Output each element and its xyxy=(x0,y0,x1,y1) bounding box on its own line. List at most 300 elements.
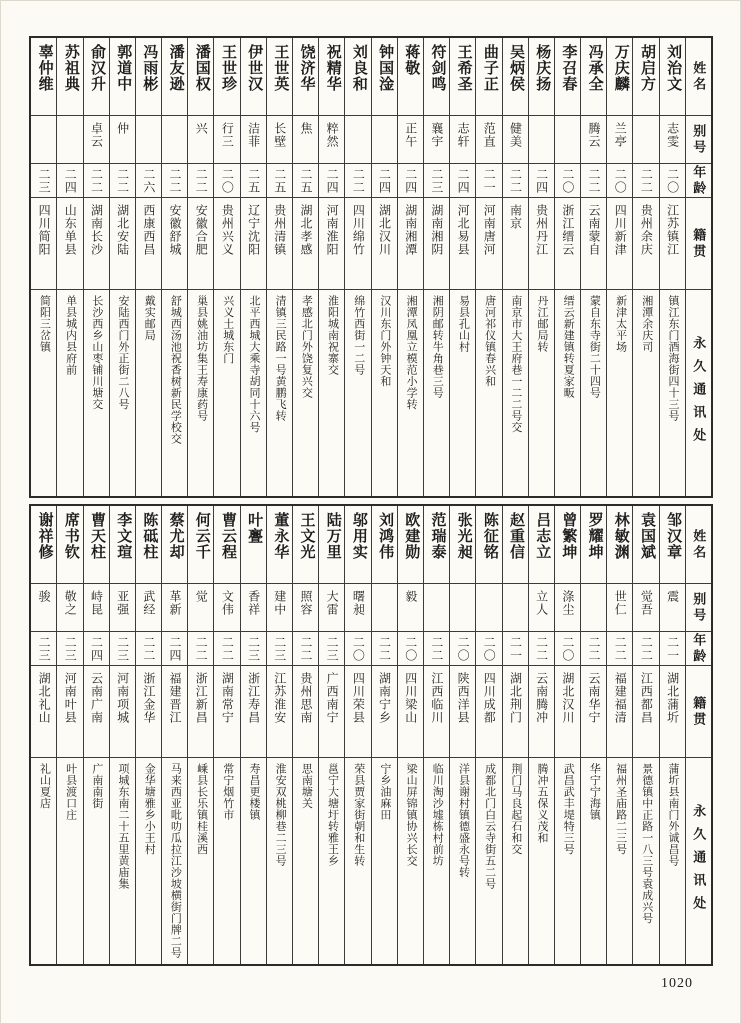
person-address: 清镇三民路一号黄鹏飞转 xyxy=(274,295,287,422)
person-address: 蒙自东寺街二十四号 xyxy=(588,295,601,399)
person-address: 北平西城大乘寺胡同十六号 xyxy=(247,295,260,433)
person-age: 二一 xyxy=(660,632,685,666)
person-name: 蒋敬 xyxy=(398,38,423,116)
person-age: 二三 xyxy=(241,632,266,666)
person-byname: 腾云 xyxy=(581,116,606,164)
person-age: 二二 xyxy=(581,632,606,666)
person-name: 李文瑄 xyxy=(110,506,135,584)
person-native-place: 陕西洋县 xyxy=(450,666,475,758)
person-column xyxy=(56,38,82,496)
person-address: 易县孔山村 xyxy=(457,295,470,353)
person-column xyxy=(292,506,318,964)
person-native-place: 湖南宁乡 xyxy=(372,666,397,758)
person-byname xyxy=(555,116,580,164)
person-native-place: 安徽合肥 xyxy=(188,198,213,290)
person-name: 祝精华 xyxy=(319,38,344,116)
person-byname xyxy=(31,116,56,164)
person-address: 景德镇中正路一八三号袁成兴号 xyxy=(640,763,653,924)
person-address: 洋县谢村镇德盛永号转 xyxy=(457,763,470,878)
person-native-place: 江西临川 xyxy=(424,666,449,758)
person-address: 淮阳城南祝寨交 xyxy=(326,295,339,376)
person-native-place: 河南淮阳 xyxy=(319,198,344,290)
person-name: 陈征铭 xyxy=(476,506,501,584)
person-age: 二二 xyxy=(633,164,658,198)
person-native-place: 湖南湘阴 xyxy=(424,198,449,290)
person-age: 二四 xyxy=(529,164,554,198)
person-native-place: 湖北安陆 xyxy=(110,198,135,290)
person-byname xyxy=(136,116,161,164)
person-age: 二〇 xyxy=(398,632,423,666)
person-native-place: 湖南长沙 xyxy=(84,198,109,290)
person-address: 武昌武丰堤特三号 xyxy=(562,763,575,855)
person-name: 李召春 xyxy=(555,38,580,116)
person-name: 张光昶 xyxy=(450,506,475,584)
person-name: 吕志立 xyxy=(529,506,554,584)
person-byname: 骏 xyxy=(31,584,56,632)
person-address: 华宁宁海镇 xyxy=(588,763,601,821)
person-name: 伊世汉 xyxy=(241,38,266,116)
person-name: 范瑞泰 xyxy=(424,506,449,584)
person-byname: 震 xyxy=(660,584,685,632)
person-byname: 卓云 xyxy=(84,116,109,164)
person-name: 胡启方 xyxy=(633,38,658,116)
header-column xyxy=(685,506,711,964)
person-native-place: 广西南宁 xyxy=(319,666,344,758)
person-name: 何云千 xyxy=(188,506,213,584)
person-name: 陈砥柱 xyxy=(136,506,161,584)
person-name: 饶济华 xyxy=(293,38,318,116)
person-native-place: 西康西昌 xyxy=(136,198,161,290)
person-byname xyxy=(529,116,554,164)
person-column xyxy=(397,506,423,964)
person-address: 金华塘雅乡小王村 xyxy=(143,763,156,855)
person-byname: 粹然 xyxy=(319,116,344,164)
header-native-place-label: 籍贯 xyxy=(686,198,711,290)
person-column xyxy=(371,506,397,964)
person-column xyxy=(449,38,475,496)
person-address: 蒲圻县南门外诚昌号 xyxy=(666,763,679,867)
person-column xyxy=(213,38,239,496)
person-address: 兴义土城东门 xyxy=(221,295,234,364)
person-name: 刘良和 xyxy=(345,38,370,116)
person-name: 刘治文 xyxy=(660,38,685,116)
person-age: 二四 xyxy=(84,632,109,666)
person-native-place: 浙江金华 xyxy=(136,666,161,758)
person-byname xyxy=(372,584,397,632)
person-native-place: 贵州余庆 xyxy=(633,198,658,290)
person-byname: 志轩 xyxy=(450,116,475,164)
person-native-place: 河北易县 xyxy=(450,198,475,290)
person-native-place: 贵州思南 xyxy=(293,666,318,758)
person-name: 蔡尤却 xyxy=(162,506,187,584)
header-column xyxy=(685,38,711,496)
person-name: 王世珍 xyxy=(214,38,239,116)
person-address: 临川淘沙墟栋村前坊 xyxy=(431,763,444,867)
person-byname xyxy=(162,116,187,164)
person-age: 二三 xyxy=(57,632,82,666)
person-age: 二四 xyxy=(162,632,187,666)
person-column xyxy=(318,506,344,964)
person-column xyxy=(606,38,632,496)
person-native-place: 云南广南 xyxy=(84,666,109,758)
person-name: 俞汉升 xyxy=(84,38,109,116)
person-name: 邹汉章 xyxy=(660,506,685,584)
header-name-label: 姓名 xyxy=(686,506,711,584)
person-column xyxy=(659,506,685,964)
person-name: 钟国淦 xyxy=(372,38,397,116)
person-age: 二〇 xyxy=(476,632,501,666)
person-byname: 涤尘 xyxy=(555,584,580,632)
person-column xyxy=(423,506,449,964)
person-name: 叶亹 xyxy=(241,506,266,584)
person-native-place: 四川梁山 xyxy=(398,666,423,758)
person-name: 吴炳侯 xyxy=(503,38,528,116)
person-native-place: 浙江寿昌 xyxy=(241,666,266,758)
directory-table-bottom xyxy=(29,504,713,966)
person-age: 二一 xyxy=(503,632,528,666)
person-address: 广南南街 xyxy=(90,763,103,809)
person-byname xyxy=(450,584,475,632)
person-byname: 武经 xyxy=(136,584,161,632)
person-byname xyxy=(345,116,370,164)
person-address: 腾冲五保义茂和 xyxy=(536,763,549,844)
person-address: 项城东南二十五里黄庙集 xyxy=(117,763,130,890)
person-address: 福州圣庙路二三号 xyxy=(614,763,627,855)
person-column xyxy=(502,38,528,496)
person-byname xyxy=(581,584,606,632)
person-byname: 志雯 xyxy=(660,116,685,164)
person-byname: 大雷 xyxy=(319,584,344,632)
person-address: 嵊县长乐镇桂溪西 xyxy=(195,763,208,855)
person-native-place: 湖北蒲圻 xyxy=(660,666,685,758)
person-address: 成都北门白云寺街五二号 xyxy=(483,763,496,890)
person-age: 二二 xyxy=(503,164,528,198)
person-age: 二二 xyxy=(136,632,161,666)
person-column xyxy=(502,506,528,964)
person-age: 二二 xyxy=(607,632,632,666)
person-native-place: 安徽舒城 xyxy=(162,198,187,290)
person-column xyxy=(659,38,685,496)
person-name: 符剑鸣 xyxy=(424,38,449,116)
person-age: 二二 xyxy=(188,164,213,198)
person-native-place: 河南项城 xyxy=(110,666,135,758)
person-address: 丹江邮局转 xyxy=(536,295,549,353)
person-age: 二四 xyxy=(57,164,82,198)
person-column xyxy=(83,38,109,496)
person-native-place: 四川荣县 xyxy=(345,666,370,758)
person-native-place: 福建晋江 xyxy=(162,666,187,758)
person-age: 二四 xyxy=(398,164,423,198)
person-column xyxy=(135,38,161,496)
person-age: 二五 xyxy=(267,164,292,198)
person-byname: 焦 xyxy=(293,116,318,164)
person-column xyxy=(83,506,109,964)
person-byname xyxy=(424,584,449,632)
person-address: 缙云新建镇转夏家畈 xyxy=(562,295,575,399)
person-column xyxy=(344,38,370,496)
person-native-place: 湖南常宁 xyxy=(214,666,239,758)
person-native-place: 江苏镇江 xyxy=(660,198,685,290)
header-age-label: 年龄 xyxy=(686,632,711,666)
person-native-place: 浙江缙云 xyxy=(555,198,580,290)
person-byname: 敬之 xyxy=(57,584,82,632)
person-column xyxy=(475,38,501,496)
person-name: 林敏渊 xyxy=(607,506,632,584)
header-byname-label: 别号 xyxy=(686,116,711,164)
person-age: 二三 xyxy=(319,632,344,666)
header-address-label: 永久通讯处 xyxy=(691,335,707,451)
person-address: 荣县贾家街朝和生转 xyxy=(352,763,365,867)
person-name: 陆万里 xyxy=(319,506,344,584)
header-address-label: 永久通讯处 xyxy=(691,803,707,919)
person-byname: 香祥 xyxy=(241,584,266,632)
person-native-place: 贵州丹江 xyxy=(529,198,554,290)
person-native-place: 山东单县 xyxy=(57,198,82,290)
person-address: 简阳三岔镇 xyxy=(38,295,51,353)
person-age: 二〇 xyxy=(555,164,580,198)
person-byname: 觉吾 xyxy=(633,584,658,632)
person-column xyxy=(397,38,423,496)
person-column xyxy=(292,38,318,496)
person-age: 二三 xyxy=(31,164,56,198)
person-address: 舒城西汤池祝香树新民学校交 xyxy=(169,295,182,445)
person-column xyxy=(56,506,82,964)
person-address: 宁乡油麻田 xyxy=(378,763,391,821)
person-column xyxy=(135,506,161,964)
person-column xyxy=(475,506,501,964)
person-byname: 兴 xyxy=(188,116,213,164)
person-native-place: 南京 xyxy=(503,198,528,290)
person-column xyxy=(318,38,344,496)
header-age-label: 年龄 xyxy=(686,164,711,198)
header-byname-label: 别号 xyxy=(686,584,711,632)
person-name: 曹云程 xyxy=(214,506,239,584)
person-age: 二二 xyxy=(345,164,370,198)
person-column xyxy=(266,506,292,964)
person-name: 王文光 xyxy=(293,506,318,584)
person-name: 郭道中 xyxy=(110,38,135,116)
person-byname: 照容 xyxy=(293,584,318,632)
person-name: 冯承全 xyxy=(581,38,606,116)
person-address: 荆门马良起石和交 xyxy=(509,763,522,855)
person-byname: 立人 xyxy=(529,584,554,632)
person-address: 马来西亚吡叻瓜拉江沙坡横街门牌二号 xyxy=(169,763,182,959)
person-column xyxy=(213,506,239,964)
person-byname xyxy=(57,116,82,164)
person-age: 二二 xyxy=(293,632,318,666)
directory-table-top xyxy=(29,36,713,498)
person-column xyxy=(449,506,475,964)
person-byname: 曙昶 xyxy=(345,584,370,632)
person-age: 二四 xyxy=(372,164,397,198)
person-address: 新津太平场 xyxy=(614,295,627,353)
person-age: 二五 xyxy=(293,164,318,198)
person-native-place: 云南华宁 xyxy=(581,666,606,758)
person-column xyxy=(187,38,213,496)
person-age: 二四 xyxy=(319,164,344,198)
person-name: 欧建勋 xyxy=(398,506,423,584)
person-native-place: 四川简阳 xyxy=(31,198,56,290)
person-native-place: 湖北汉川 xyxy=(372,198,397,290)
person-address: 湘潭余庆司 xyxy=(640,295,653,353)
person-age: 二〇 xyxy=(450,632,475,666)
person-age: 二六 xyxy=(136,164,161,198)
person-native-place: 贵州清镇 xyxy=(267,198,292,290)
person-byname: 长壁 xyxy=(267,116,292,164)
person-native-place: 湖北荆门 xyxy=(503,666,528,758)
person-column xyxy=(528,506,554,964)
person-native-place: 福建福清 xyxy=(607,666,632,758)
person-native-place: 浙江新昌 xyxy=(188,666,213,758)
person-column xyxy=(266,38,292,496)
person-column xyxy=(344,506,370,964)
person-address: 常宁烟竹市 xyxy=(221,763,234,821)
person-column xyxy=(632,38,658,496)
person-address: 单县城内县府前 xyxy=(64,295,77,376)
person-byname xyxy=(476,584,501,632)
person-address: 礼山夏店 xyxy=(38,763,51,809)
person-byname xyxy=(633,116,658,164)
person-name: 谢祥修 xyxy=(31,506,56,584)
person-byname: 襄宇 xyxy=(424,116,449,164)
person-age: 二二 xyxy=(84,164,109,198)
person-native-place: 四川新津 xyxy=(607,198,632,290)
person-byname: 峙昆 xyxy=(84,584,109,632)
person-age: 二〇 xyxy=(607,164,632,198)
person-address: 安陆西门外正街二八号 xyxy=(117,295,130,410)
person-address: 湘阴邮转牛角巷三号 xyxy=(431,295,444,399)
person-byname: 范直 xyxy=(476,116,501,164)
person-age: 二三 xyxy=(267,632,292,666)
person-column xyxy=(240,38,266,496)
person-byname: 文伟 xyxy=(214,584,239,632)
person-address: 梁山屏锦镇协兴长交 xyxy=(405,763,418,867)
person-name: 罗耀坤 xyxy=(581,506,606,584)
person-column xyxy=(109,506,135,964)
person-age: 二〇 xyxy=(660,164,685,198)
person-column xyxy=(580,38,606,496)
person-name: 王世英 xyxy=(267,38,292,116)
header-name-label: 姓名 xyxy=(686,38,711,116)
person-byname: 仲 xyxy=(110,116,135,164)
person-address: 湘潭凤凰立模范小学转 xyxy=(405,295,418,410)
person-name: 万庆麟 xyxy=(607,38,632,116)
person-address: 汉川东门外钟天和 xyxy=(378,295,391,387)
person-native-place: 河南唐河 xyxy=(476,198,501,290)
person-address: 孝感北门外饶复兴交 xyxy=(300,295,313,399)
person-name: 王希圣 xyxy=(450,38,475,116)
person-address: 叶县渡口庄 xyxy=(64,763,77,821)
person-native-place: 湖北汉川 xyxy=(555,666,580,758)
person-native-place: 云南腾冲 xyxy=(529,666,554,758)
person-native-place: 湖北孝感 xyxy=(293,198,318,290)
person-age: 二五 xyxy=(241,164,266,198)
person-address: 南京市大王府巷一二二号交 xyxy=(509,295,522,433)
person-age: 二二 xyxy=(188,632,213,666)
person-column xyxy=(31,506,56,964)
person-age: 二四 xyxy=(450,164,475,198)
person-age: 二〇 xyxy=(555,632,580,666)
person-name: 席书钦 xyxy=(57,506,82,584)
person-column xyxy=(580,506,606,964)
person-byname: 亚强 xyxy=(110,584,135,632)
person-age: 二〇 xyxy=(345,632,370,666)
person-native-place: 湖北礼山 xyxy=(31,666,56,758)
person-column xyxy=(528,38,554,496)
person-byname: 正午 xyxy=(398,116,423,164)
person-address: 镇江东门酒海街四十三号 xyxy=(666,295,679,422)
person-byname: 建中 xyxy=(267,584,292,632)
person-column xyxy=(371,38,397,496)
person-name: 董永华 xyxy=(267,506,292,584)
person-column xyxy=(606,506,632,964)
person-byname xyxy=(503,584,528,632)
person-age: 二二 xyxy=(424,632,449,666)
person-name: 潘国权 xyxy=(188,38,213,116)
person-column xyxy=(632,506,658,964)
person-native-place: 河南叶县 xyxy=(57,666,82,758)
person-name: 苏祖典 xyxy=(57,38,82,116)
person-byname xyxy=(372,116,397,164)
person-byname: 行三 xyxy=(214,116,239,164)
person-address: 唐河祁仪镇春兴和 xyxy=(483,295,496,387)
person-address: 绵竹西街一二号 xyxy=(352,295,365,376)
person-native-place: 辽宁沈阳 xyxy=(241,198,266,290)
person-name: 刘鸿伟 xyxy=(372,506,397,584)
person-column xyxy=(161,506,187,964)
person-column xyxy=(187,506,213,964)
person-byname: 觉 xyxy=(188,584,213,632)
person-address: 思南塘关 xyxy=(300,763,313,809)
person-native-place: 四川绵竹 xyxy=(345,198,370,290)
person-byname: 健美 xyxy=(503,116,528,164)
person-address: 邕宁大塘圩转雅王乡 xyxy=(326,763,339,867)
person-byname: 毅 xyxy=(398,584,423,632)
person-address: 戴实邮局 xyxy=(143,295,156,341)
person-native-place: 江西都昌 xyxy=(633,666,658,758)
person-age: 二二 xyxy=(162,164,187,198)
person-column xyxy=(423,38,449,496)
person-column xyxy=(554,38,580,496)
person-column xyxy=(554,506,580,964)
person-native-place: 江苏淮安 xyxy=(267,666,292,758)
person-name: 曹天柱 xyxy=(84,506,109,584)
person-address: 巢县姚油坊集王寿康药号 xyxy=(195,295,208,422)
person-name: 邬用实 xyxy=(345,506,370,584)
person-age: 二二 xyxy=(529,632,554,666)
header-native-place-label: 籍贯 xyxy=(686,666,711,758)
person-name: 赵重信 xyxy=(503,506,528,584)
person-name: 辜仲维 xyxy=(31,38,56,116)
person-age: 二三 xyxy=(424,164,449,198)
person-age: 二〇 xyxy=(214,164,239,198)
person-native-place: 云南蒙自 xyxy=(581,198,606,290)
person-column xyxy=(109,38,135,496)
person-column xyxy=(161,38,187,496)
person-address: 寿昌更楼镇 xyxy=(247,763,260,821)
person-address: 淮安双桃柳巷二三号 xyxy=(274,763,287,867)
person-age: 二一 xyxy=(476,164,501,198)
person-age: 二三 xyxy=(31,632,56,666)
person-address: 长沙西乡山枣铺川塘交 xyxy=(90,295,103,410)
person-byname: 洁菲 xyxy=(241,116,266,164)
person-native-place: 湖南湘潭 xyxy=(398,198,423,290)
person-age: 二二 xyxy=(372,632,397,666)
person-age: 二三 xyxy=(110,632,135,666)
person-name: 曲子正 xyxy=(476,38,501,116)
person-age: 二二 xyxy=(633,632,658,666)
person-name: 杨庆扬 xyxy=(529,38,554,116)
